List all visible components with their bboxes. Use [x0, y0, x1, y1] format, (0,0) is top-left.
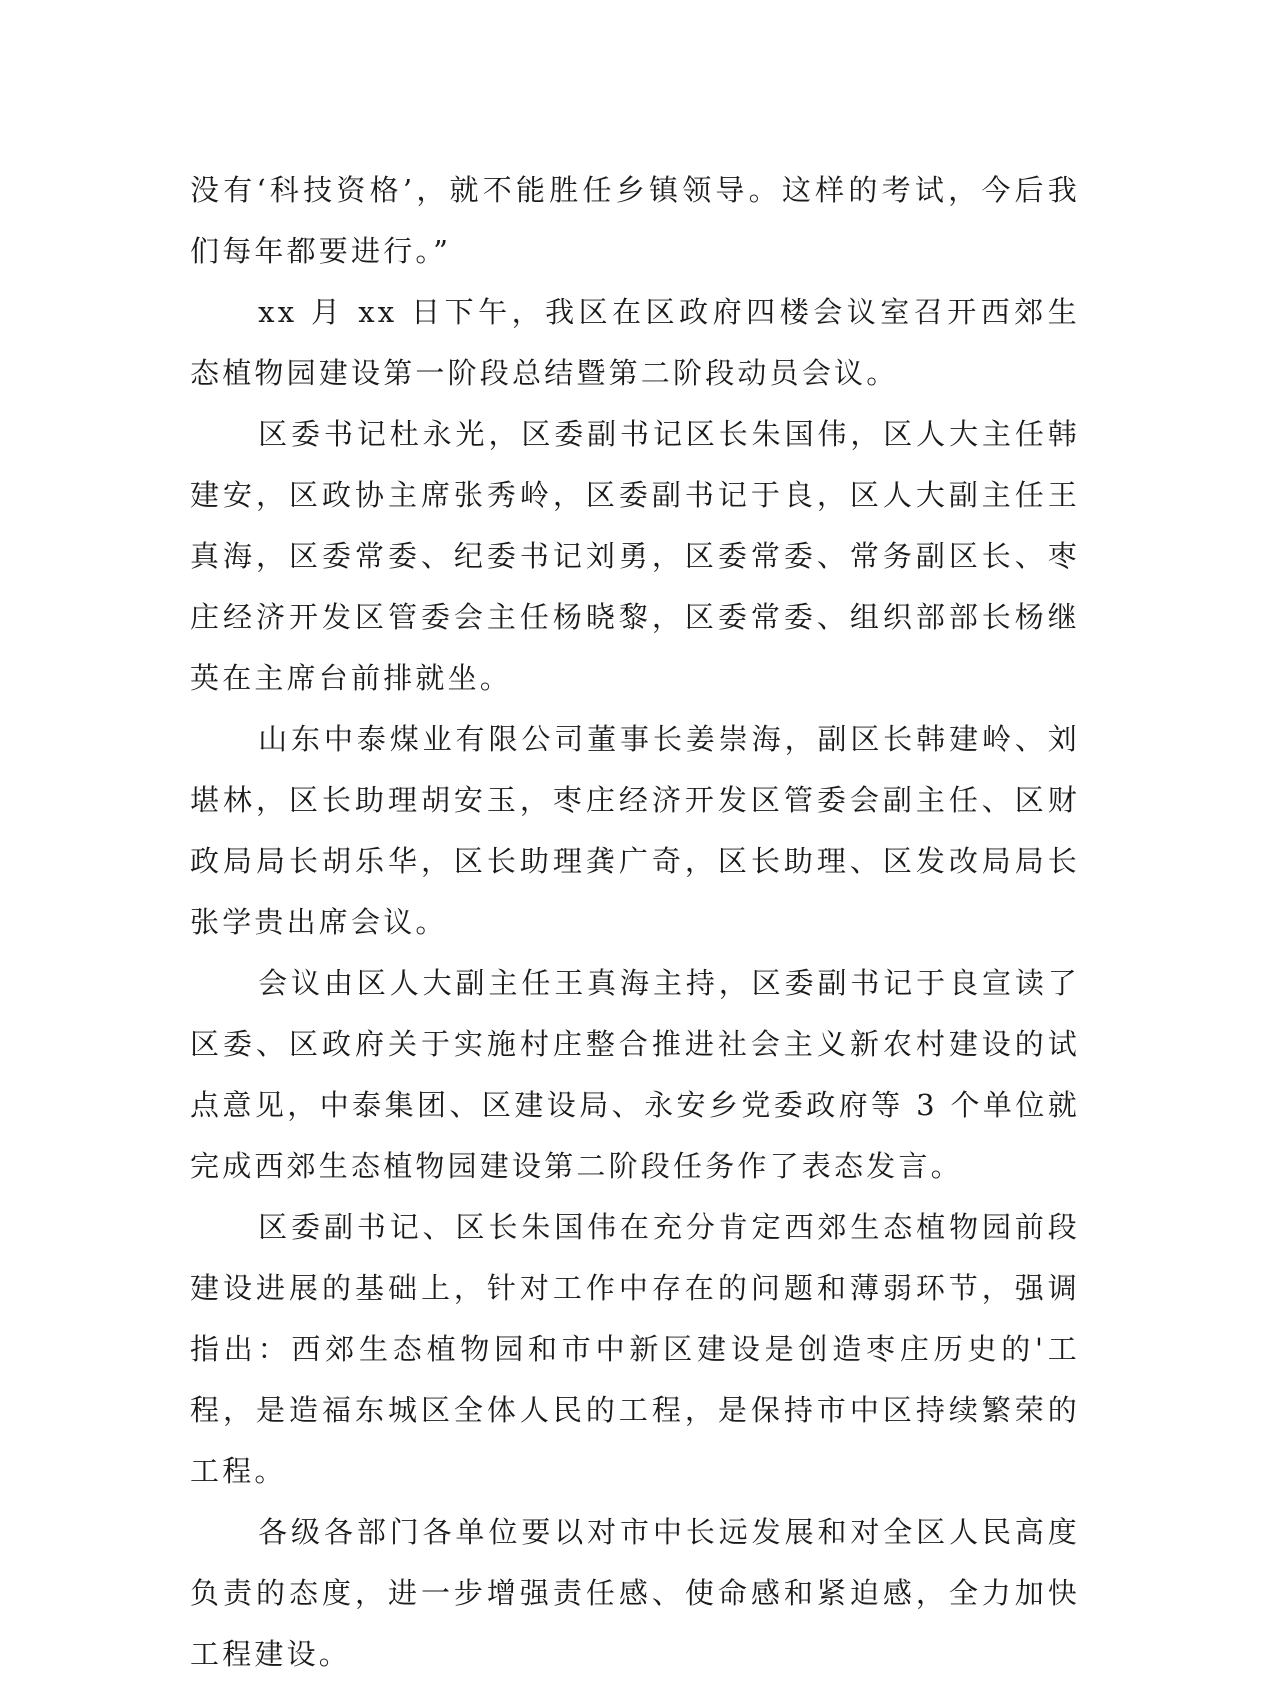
paragraph-6: 区委副书记、区长朱国伟在充分肯定西郊生态植物园前段建设进展的基础上，针对工作中存在的问题和薄弱环节，强调指出：西郊生态植物园和市中新区建设是创造枣庄历史的'工程，是造福东城区全体人民的工程，是保持市中区持续繁荣的工程。: [190, 1210, 1080, 1488]
document-body: [190, 160, 1080, 1685]
paragraph-4: 山东中泰煤业有限公司董事长姜崇海，副区长韩建岭、刘堪林，区长助理胡安玉，枣庄经济开发区管委会副主任、区财政局局长胡乐华，区长助理龚广奇，区长助理、区发改局局长张学贵出席会议。: [190, 722, 1080, 939]
paragraph-1: 没有‘科技资格’，就不能胜任乡镇领导。这样的考试，今后我们每年都要进行。”: [190, 173, 1080, 268]
paragraph-7: 各级各部门各单位要以对市中长远发展和对全区人民高度负责的态度，进一步增强责任感、使命感和紧迫感，全力加快工程建设。: [190, 1515, 1080, 1671]
paragraph-2: xx 月 xx 日下午，我区在区政府四楼会议室召开西郊生态植物园建设第一阶段总结暨第二阶段动员会议。: [190, 295, 1080, 390]
paragraph-5: 会议由区人大副主任王真海主持，区委副书记于良宣读了区委、区政府关于实施村庄整合推进社会主义新农村建设的试点意见，中泰集团、区建设局、永安乡党委政府等 3 个单位就完成西郊生态植物园建设第二阶段任务作了表态发言。: [190, 966, 1080, 1183]
paragraph-3: 区委书记杜永光，区委副书记区长朱国伟，区人大主任韩建安，区政协主席张秀岭，区委副书记于良，区人大副主任王真海，区委常委、纪委书记刘勇，区委常委、常务副区长、枣庄经济开发区管委会主任杨晓黎，区委常委、组织部部长杨继英在主席台前排就坐。: [190, 417, 1080, 695]
